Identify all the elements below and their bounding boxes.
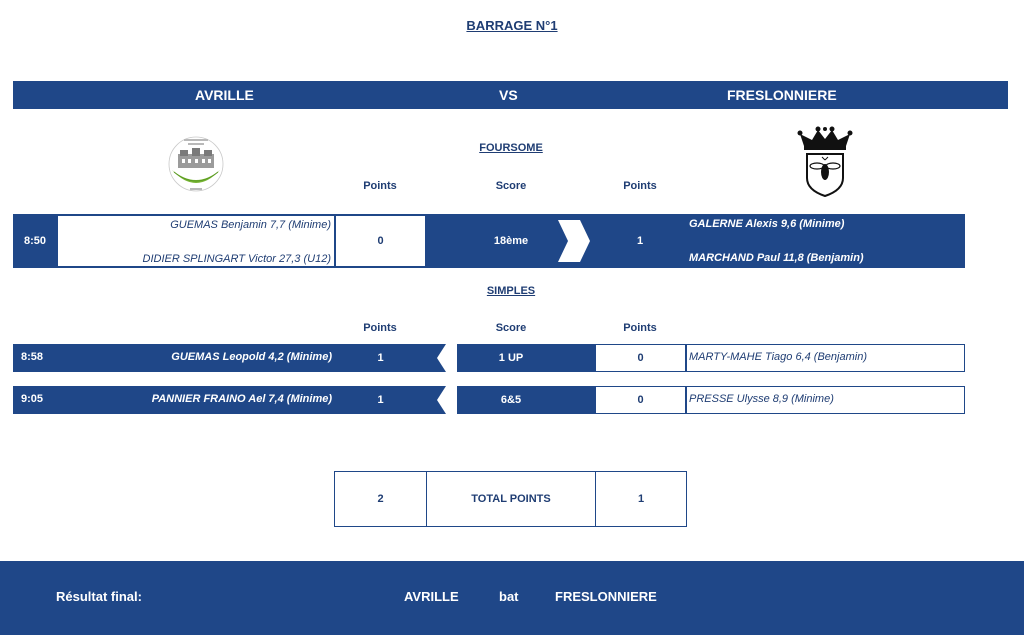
foursome-time: 8:50 <box>23 235 47 247</box>
arrow-left-icon <box>437 344 457 372</box>
foursome-score: 18ème <box>493 235 529 247</box>
simple-points-left: 1 <box>377 394 384 406</box>
total-points-right: 1 <box>595 471 687 527</box>
match-header <box>13 81 1008 109</box>
final-result-winner: AVRILLE <box>404 589 459 604</box>
foursome-points-left: 0 <box>335 215 426 267</box>
simple-points-right: 0 <box>595 344 686 372</box>
team-left-name: AVRILLE <box>195 87 254 103</box>
simple-right-player: MARTY-MAHE Tiago 6,4 (Benjamin) <box>689 351 867 363</box>
simple-score: 1 UP <box>498 352 524 364</box>
crown-crest-logo-icon <box>796 126 854 198</box>
foursome-points-right-header: Points <box>623 180 657 192</box>
page-title: BARRAGE N°1 <box>466 18 558 33</box>
foursome-left-player-2: DIDIER SPLINGART Victor 27,3 (U12) <box>142 253 331 265</box>
foursome-left-players <box>57 215 335 267</box>
simple-points-left: 1 <box>377 352 384 364</box>
arrow-right-icon <box>558 220 590 262</box>
vs-label: VS <box>499 87 518 103</box>
foursome-right-player-1: GALERNE Alexis 9,6 (Minime) <box>689 218 845 230</box>
foursome-score-header: Score <box>495 180 527 192</box>
final-result-label: Résultat final: <box>56 589 142 604</box>
simples-section-label: SIMPLES <box>486 285 536 297</box>
foursome-points-right: 1 <box>636 235 644 247</box>
simple-match-time: 8:58 <box>21 351 44 363</box>
foursome-points-left-header: Points <box>363 180 397 192</box>
foursome-left-player-1: GUEMAS Benjamin 7,7 (Minime) <box>170 219 331 231</box>
simple-score: 6&5 <box>500 394 522 406</box>
foursome-right-player-2: MARCHAND Paul 11,8 (Benjamin) <box>689 252 864 264</box>
total-points-label: TOTAL POINTS <box>426 471 596 527</box>
arrow-left-icon <box>437 386 457 414</box>
foursome-section-label: FOURSOME <box>479 142 543 154</box>
team-right-name: FRESLONNIERE <box>727 87 837 103</box>
final-result-footer <box>0 561 1024 635</box>
final-result-loser: FRESLONNIERE <box>555 589 657 604</box>
simple-right-player-box <box>686 344 965 372</box>
total-points-left: 2 <box>334 471 427 527</box>
simple-left-player: GUEMAS Leopold 4,2 (Minime) <box>171 351 332 363</box>
simples-score-header: Score <box>495 322 527 334</box>
simples-points-left-header: Points <box>363 322 397 334</box>
simples-points-right-header: Points <box>623 322 657 334</box>
final-result-verb: bat <box>499 589 519 604</box>
simple-right-player-box <box>686 386 965 414</box>
simple-left-player: PANNIER FRAINO Ael 7,4 (Minime) <box>151 393 332 405</box>
simple-right-player: PRESSE Ulysse 8,9 (Minime) <box>689 393 834 405</box>
simple-points-right: 0 <box>595 386 686 414</box>
simple-match-time: 9:05 <box>21 393 44 405</box>
golf-club-logo-icon <box>164 130 228 194</box>
